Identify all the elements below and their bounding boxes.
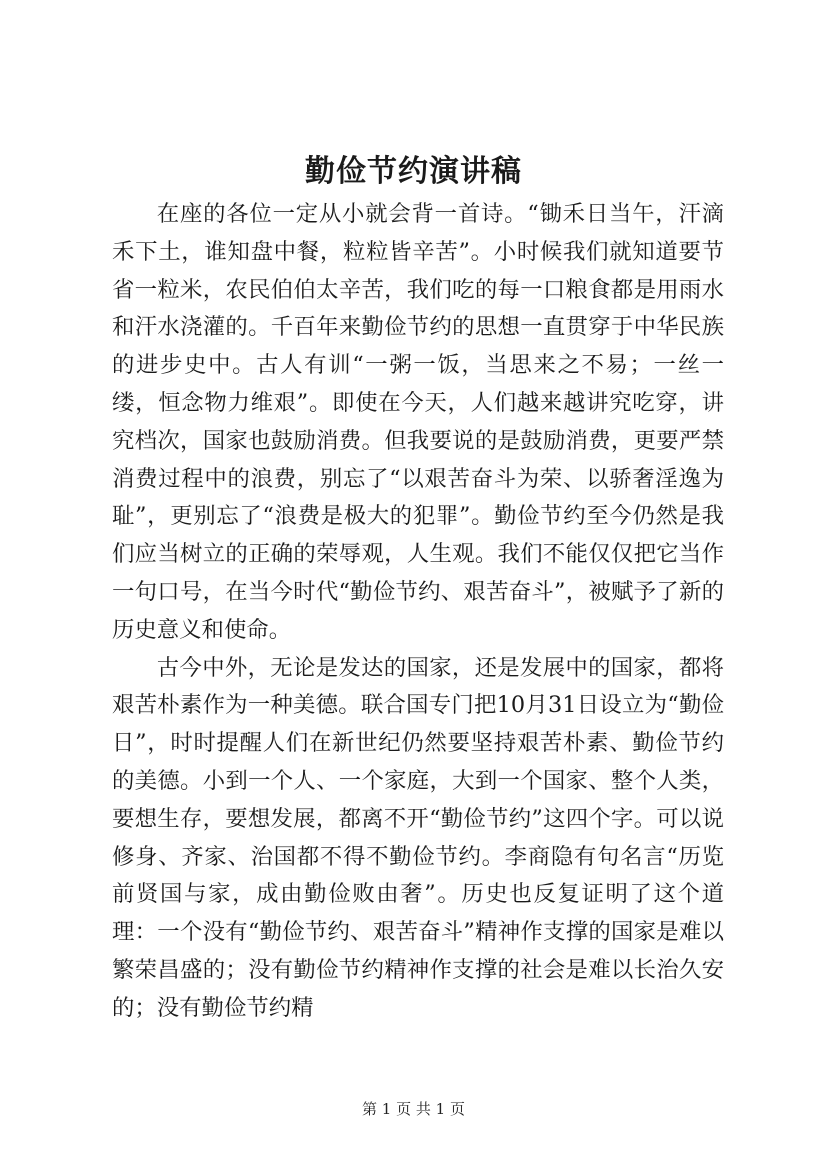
paragraph-1: 在座的各位一定从小就会背一首诗。“锄禾日当午，汗滴禾下土，谁知盘中餐，粒粒皆辛苦”。小时候我们就知道要节省一粒米，农民伯伯太辛苦，我们吃的每一口粮食都是用雨水和汗水浇灌的。千百年来勤俭节约的思想一直贯穿于中华民族的进步史中。古人有训“一粥一饭，当思来之不易；一丝一缕，恒念物力维艰”。即使在今天，人们越来越讲究吃穿，讲究档次，国家也鼓励消费。但我要说的是鼓励消费，更要严禁消费过程中的浪费，别忘了“以艰苦奋斗为荣、以骄奢淫逸为耻”，更别忘了“浪费是极大的犯罪”。勤俭节约至今仍然是我们应当树立的正确的荣辱观，人生观。我们不能仅仅把它当作一句口号，在当今时代“勤俭节约、艰苦奋斗”，被赋予了新的历史意义和使命。 [112,201,724,643]
paragraph-2: 古今中外，无论是发达的国家，还是发展中的国家，都将艰苦朴素作为一种美德。联合国专门把10月31日设立为“勤俭日”，时时提醒人们在新世纪仍然要坚持艰苦朴素、勤俭节约的美德。小到一个人、一个家庭，大到一个国家、整个人类，要想生存，要想发展，都离不开“勤俭节约”这四个字。可以说修身、齐家、治国都不得不勤俭节约。李商隐有句名言“历览前贤国与家，成由勤俭败由奢”。历史也反复证明了这个道理：一个没有“勤俭节约、艰苦奋斗”精神作支撑的国家是难以繁荣昌盛的；没有勤俭节约精神作支撑的社会是难以长治久安的；没有勤俭节约精 [112,654,724,1021]
page-footer: 第 1 页 共 1 页 [362,1100,465,1118]
document-body [112,196,724,1028]
document-title: 勤俭节约演讲稿 [305,154,522,189]
